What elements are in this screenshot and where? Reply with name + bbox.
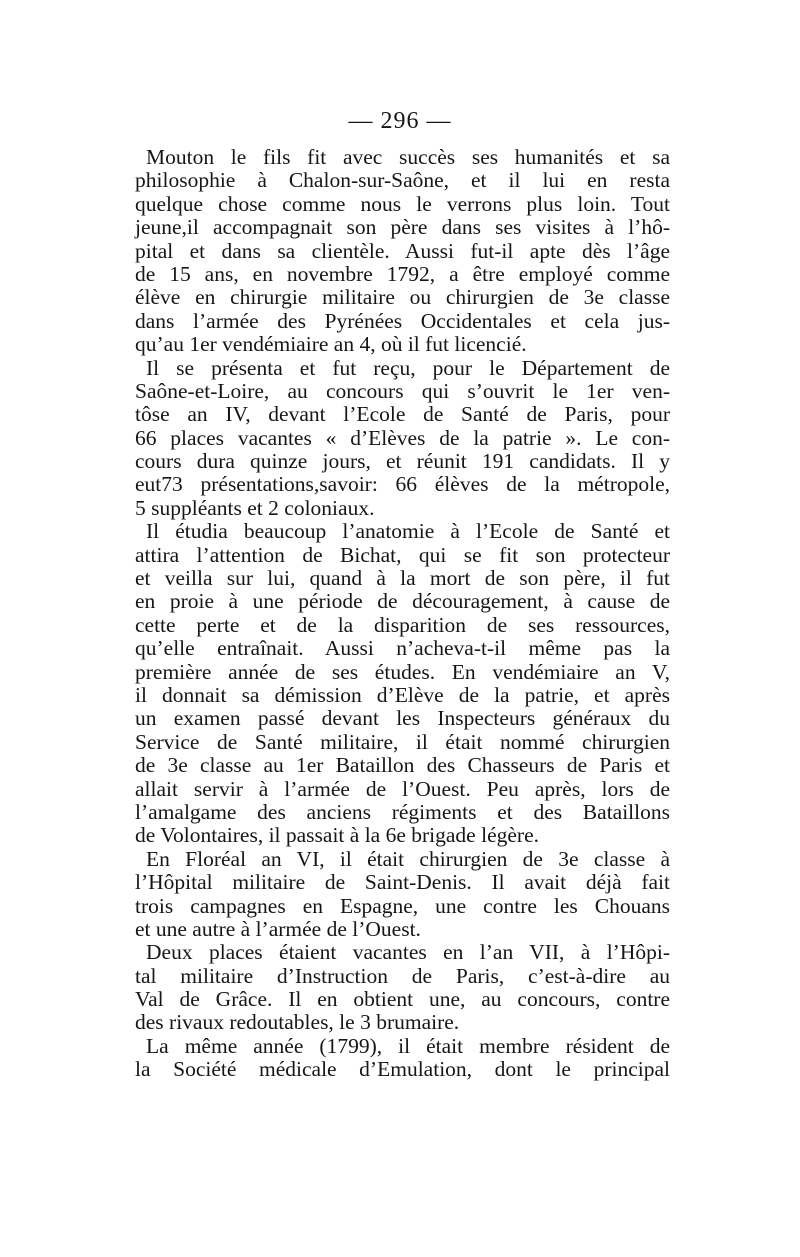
text-line: et une autre à l’armée de l’Ouest. [135,916,421,941]
text-line: un examen passé devant les Inspecteurs généraux du [135,706,670,731]
text-line: première année de ses études. En vendémiaire an V, [135,659,670,684]
text-line: des rivaux redoutables, le 3 brumaire. [135,1010,460,1035]
text-line: eut73 présentations,savoir: 66 élèves de la métropole, [135,472,670,497]
text-line: cours dura quinze jours, et réunit 191 candidats. Il y [135,449,670,474]
text-line: Il se présenta et fut reçu, pour le Département de [146,355,670,380]
body-text [135,146,670,1082]
text-line: en proie à une période de découragement, à cause de [135,589,670,614]
text-line: de 15 ans, en novembre 1792, a être employé comme [135,261,670,286]
text-line: tal militaire d’Instruction de Paris, c’est-à-dire au [135,963,670,988]
text-line: et veilla sur lui, quand à la mort de son père, il fut [135,566,670,591]
text-line: philosophie à Chalon-sur-Saône, et il lui en resta [135,168,670,193]
text-line: dans l’armée des Pyrénées Occidentales et cela jus- [135,308,670,333]
text-line: Saône-et-Loire, au concours qui s’ouvrit le 1er ven- [135,378,670,403]
text-line: pital et dans sa clientèle. Aussi fut-il apte dès l’âge [135,238,670,263]
text-line: En Floréal an VI, il était chirurgien de 3e classe à [146,846,670,871]
text-line: qu’au 1er vendémiaire an 4, où il fut licencié. [135,332,527,357]
page-number: — 296 — [348,108,452,134]
text-line: 66 places vacantes « d’Elèves de la patrie ». Le con- [135,425,670,450]
text-line: Deux places étaient vacantes en l’an VII, à l’Hôpi- [146,940,670,965]
text-line: quelque chose comme nous le verrons plus loin. Tout [135,191,670,216]
text-line: cette perte et de la disparition de ses ressources, [135,612,670,637]
text-line: qu’elle entraînait. Aussi n’acheva-t-il même pas la [135,636,670,661]
text-line: jeune,il accompagnait son père dans ses visites à l’hô- [135,215,670,240]
text-line: tôse an IV, devant l’Ecole de Santé de Paris, pour [135,402,670,427]
text-line: Service de Santé militaire, il était nommé chirurgien [135,729,670,754]
text-line: la Société médicale d’Emulation, dont le principal [135,1057,670,1082]
text-line: Mouton le fils fit avec succès ses humanités et sa [146,145,670,169]
text-line: élève en chirurgie militaire ou chirurgien de 3e classe [135,285,670,310]
text-line: Val de Grâce. Il en obtient une, au concours, contre [135,987,670,1012]
text-line: l’Hôpital militaire de Saint-Denis. Il avait déjà fait [135,870,670,895]
text-line: allait servir à l’armée de l’Ouest. Peu après, lors de [135,776,670,801]
text-line: 5 suppléants et 2 coloniaux. [135,495,375,520]
text-line: de Volontaires, il passait à la 6e brigade légère. [135,823,539,848]
text-line: de 3e classe au 1er Bataillon des Chasseurs de Paris et [135,753,670,778]
text-line: Il étudia beaucoup l’anatomie à l’Ecole de Santé et [146,519,670,544]
text-line: l’amalgame des anciens régiments et des Bataillons [135,799,670,824]
text-line: La même année (1799), il était membre résident de [146,1033,670,1058]
text-line: trois campagnes en Espagne, une contre les Chouans [135,893,670,918]
text-line: attira l’attention de Bichat, qui se fit son protecteur [135,542,670,567]
text-line: il donnait sa démission d’Elève de la patrie, et après [135,682,670,707]
